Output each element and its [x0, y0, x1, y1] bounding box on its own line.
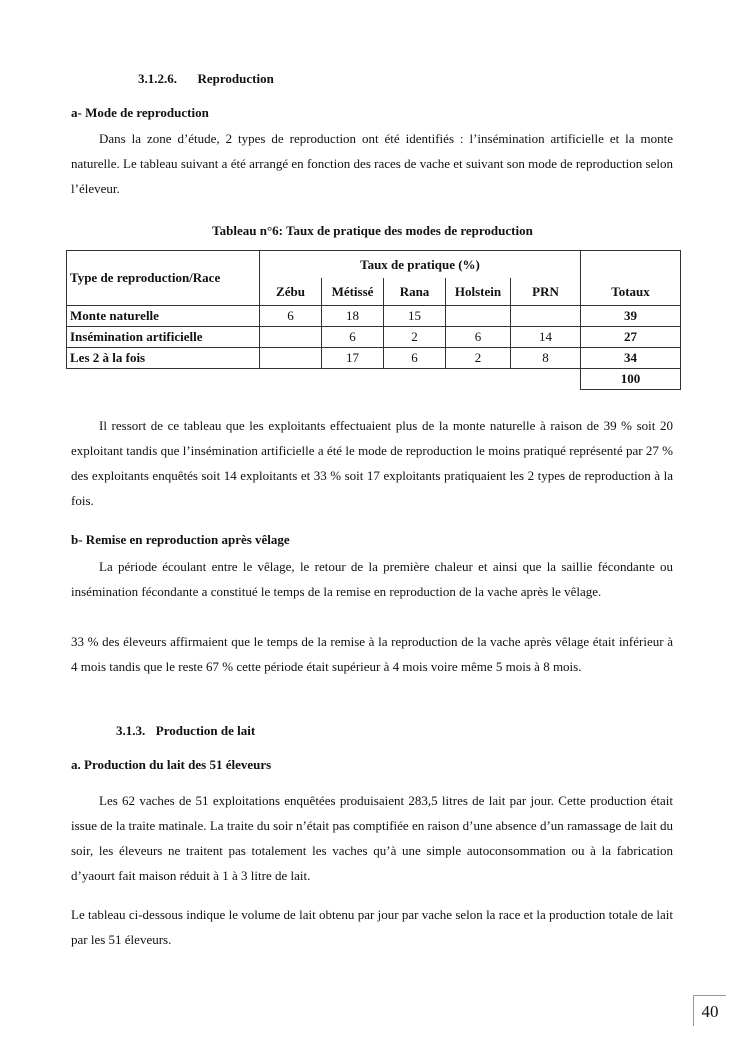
column-header: Rana — [384, 278, 446, 306]
column-header: Métissé — [322, 278, 384, 306]
table-cell: 6 — [446, 327, 511, 348]
table-caption: Tableau n°6: Taux de pratique des modes de reproduction — [212, 223, 533, 238]
table-cell: 2 — [384, 327, 446, 348]
table-cell: 6 — [384, 348, 446, 369]
subsection-heading-mode: a- Mode de reproduction — [71, 105, 209, 120]
column-header: Zébu — [260, 278, 322, 306]
page-number: 40 — [693, 995, 726, 1026]
row-label: Les 2 à la fois — [67, 348, 260, 369]
subsection-heading-remise: b- Remise en reproduction après vêlage — [71, 532, 290, 547]
table-cell: 6 — [260, 306, 322, 327]
table-cell — [511, 306, 581, 327]
table-cell: 14 — [511, 327, 581, 348]
table-cell: 2 — [446, 348, 511, 369]
column-header: PRN — [511, 278, 581, 306]
paragraph-remise-2: 33 % des éleveurs affirmaient que le temps de la remise à la reproduction de la vache après vêlage était inférieur à 4 mois tandis que le reste 67 % cette période était supérieur à 4 mois voire même 5 mois à 8 mois. — [71, 634, 673, 674]
row-label: Monte naturelle — [67, 306, 260, 327]
table-row — [67, 348, 681, 369]
paragraph-result: Il ressort de ce tableau que les exploitants effectuaient plus de la monte naturelle à raison de 39 % soit 20 exploitant tandis que l’insémination artificielle a été le mode de reproduction le moins pratiqué représenté par 27 % des exploitants enquêtés soit 14 exploitants et 33 % soit 17 exploitants pratiquaient les 2 types de reproduction à la fois. — [71, 418, 673, 508]
table-cell — [260, 348, 322, 369]
paragraph-remise-1: La période écoulant entre le vêlage, le retour de la première chaleur et ainsi que la saillie fécondante ou insémination fécondante a constitué le temps de la remise en reproduction de la vache après le vêlage. — [71, 559, 673, 599]
table-row — [67, 306, 681, 327]
table-cell — [260, 327, 322, 348]
table-cell: 15 — [384, 306, 446, 327]
paragraph-mode: Dans la zone d’étude, 2 types de reproduction ont été identifiés : l’insémination artificielle et la monte naturelle. Le tableau suivant a été arrangé en fonction des races de vache et suivant son mode de reproduction selon l’éleveur. — [71, 131, 673, 196]
subsection-heading-lait: a. Production du lait des 51 éleveurs — [71, 757, 272, 772]
section-number: 3.1.3. — [116, 723, 146, 738]
reproduction-table — [66, 250, 681, 390]
table-cell — [446, 306, 511, 327]
column-header: Totaux — [581, 278, 681, 306]
grand-total-cell: 100 — [581, 369, 681, 390]
table-cell: 17 — [322, 348, 384, 369]
section-number: 3.1.2.6. — [138, 71, 177, 86]
table-cell: 6 — [322, 327, 384, 348]
paragraph-lait-1: Les 62 vaches de 51 exploitations enquêtées produisaient 283,5 litres de lait par jour. Cette production était issue de la traite matinale. La traite du soir n’était pas comptifiée en raison d’une absence d’un ramassage de lait du soir, les éleveurs ne traitent pas totalement les vaches qu’à une simple autoconsommation ou à la fabrication d’yaourt fait maison réduit à 1 à 3 litre de lait. — [71, 793, 673, 883]
table-total-cell: 39 — [581, 306, 681, 327]
section-title: Production de lait — [155, 723, 256, 738]
table-total-cell: 27 — [581, 327, 681, 348]
row-header: Type de reproduction/Race — [67, 251, 260, 306]
section-heading-3126 — [138, 71, 274, 87]
table-cell: 18 — [322, 306, 384, 327]
section-heading-313 — [116, 723, 255, 739]
column-header: Holstein — [446, 278, 511, 306]
table-cell: 8 — [511, 348, 581, 369]
table-total-cell: 34 — [581, 348, 681, 369]
group-header: Taux de pratique (%) — [260, 251, 581, 279]
section-title: Reproduction — [197, 71, 274, 86]
table-row — [67, 327, 681, 348]
row-label: Insémination artificielle — [67, 327, 260, 348]
paragraph-lait-2: Le tableau ci-dessous indique le volume de lait obtenu par jour par vache selon la race et la production totale de lait par les 51 éleveurs. — [71, 907, 673, 947]
